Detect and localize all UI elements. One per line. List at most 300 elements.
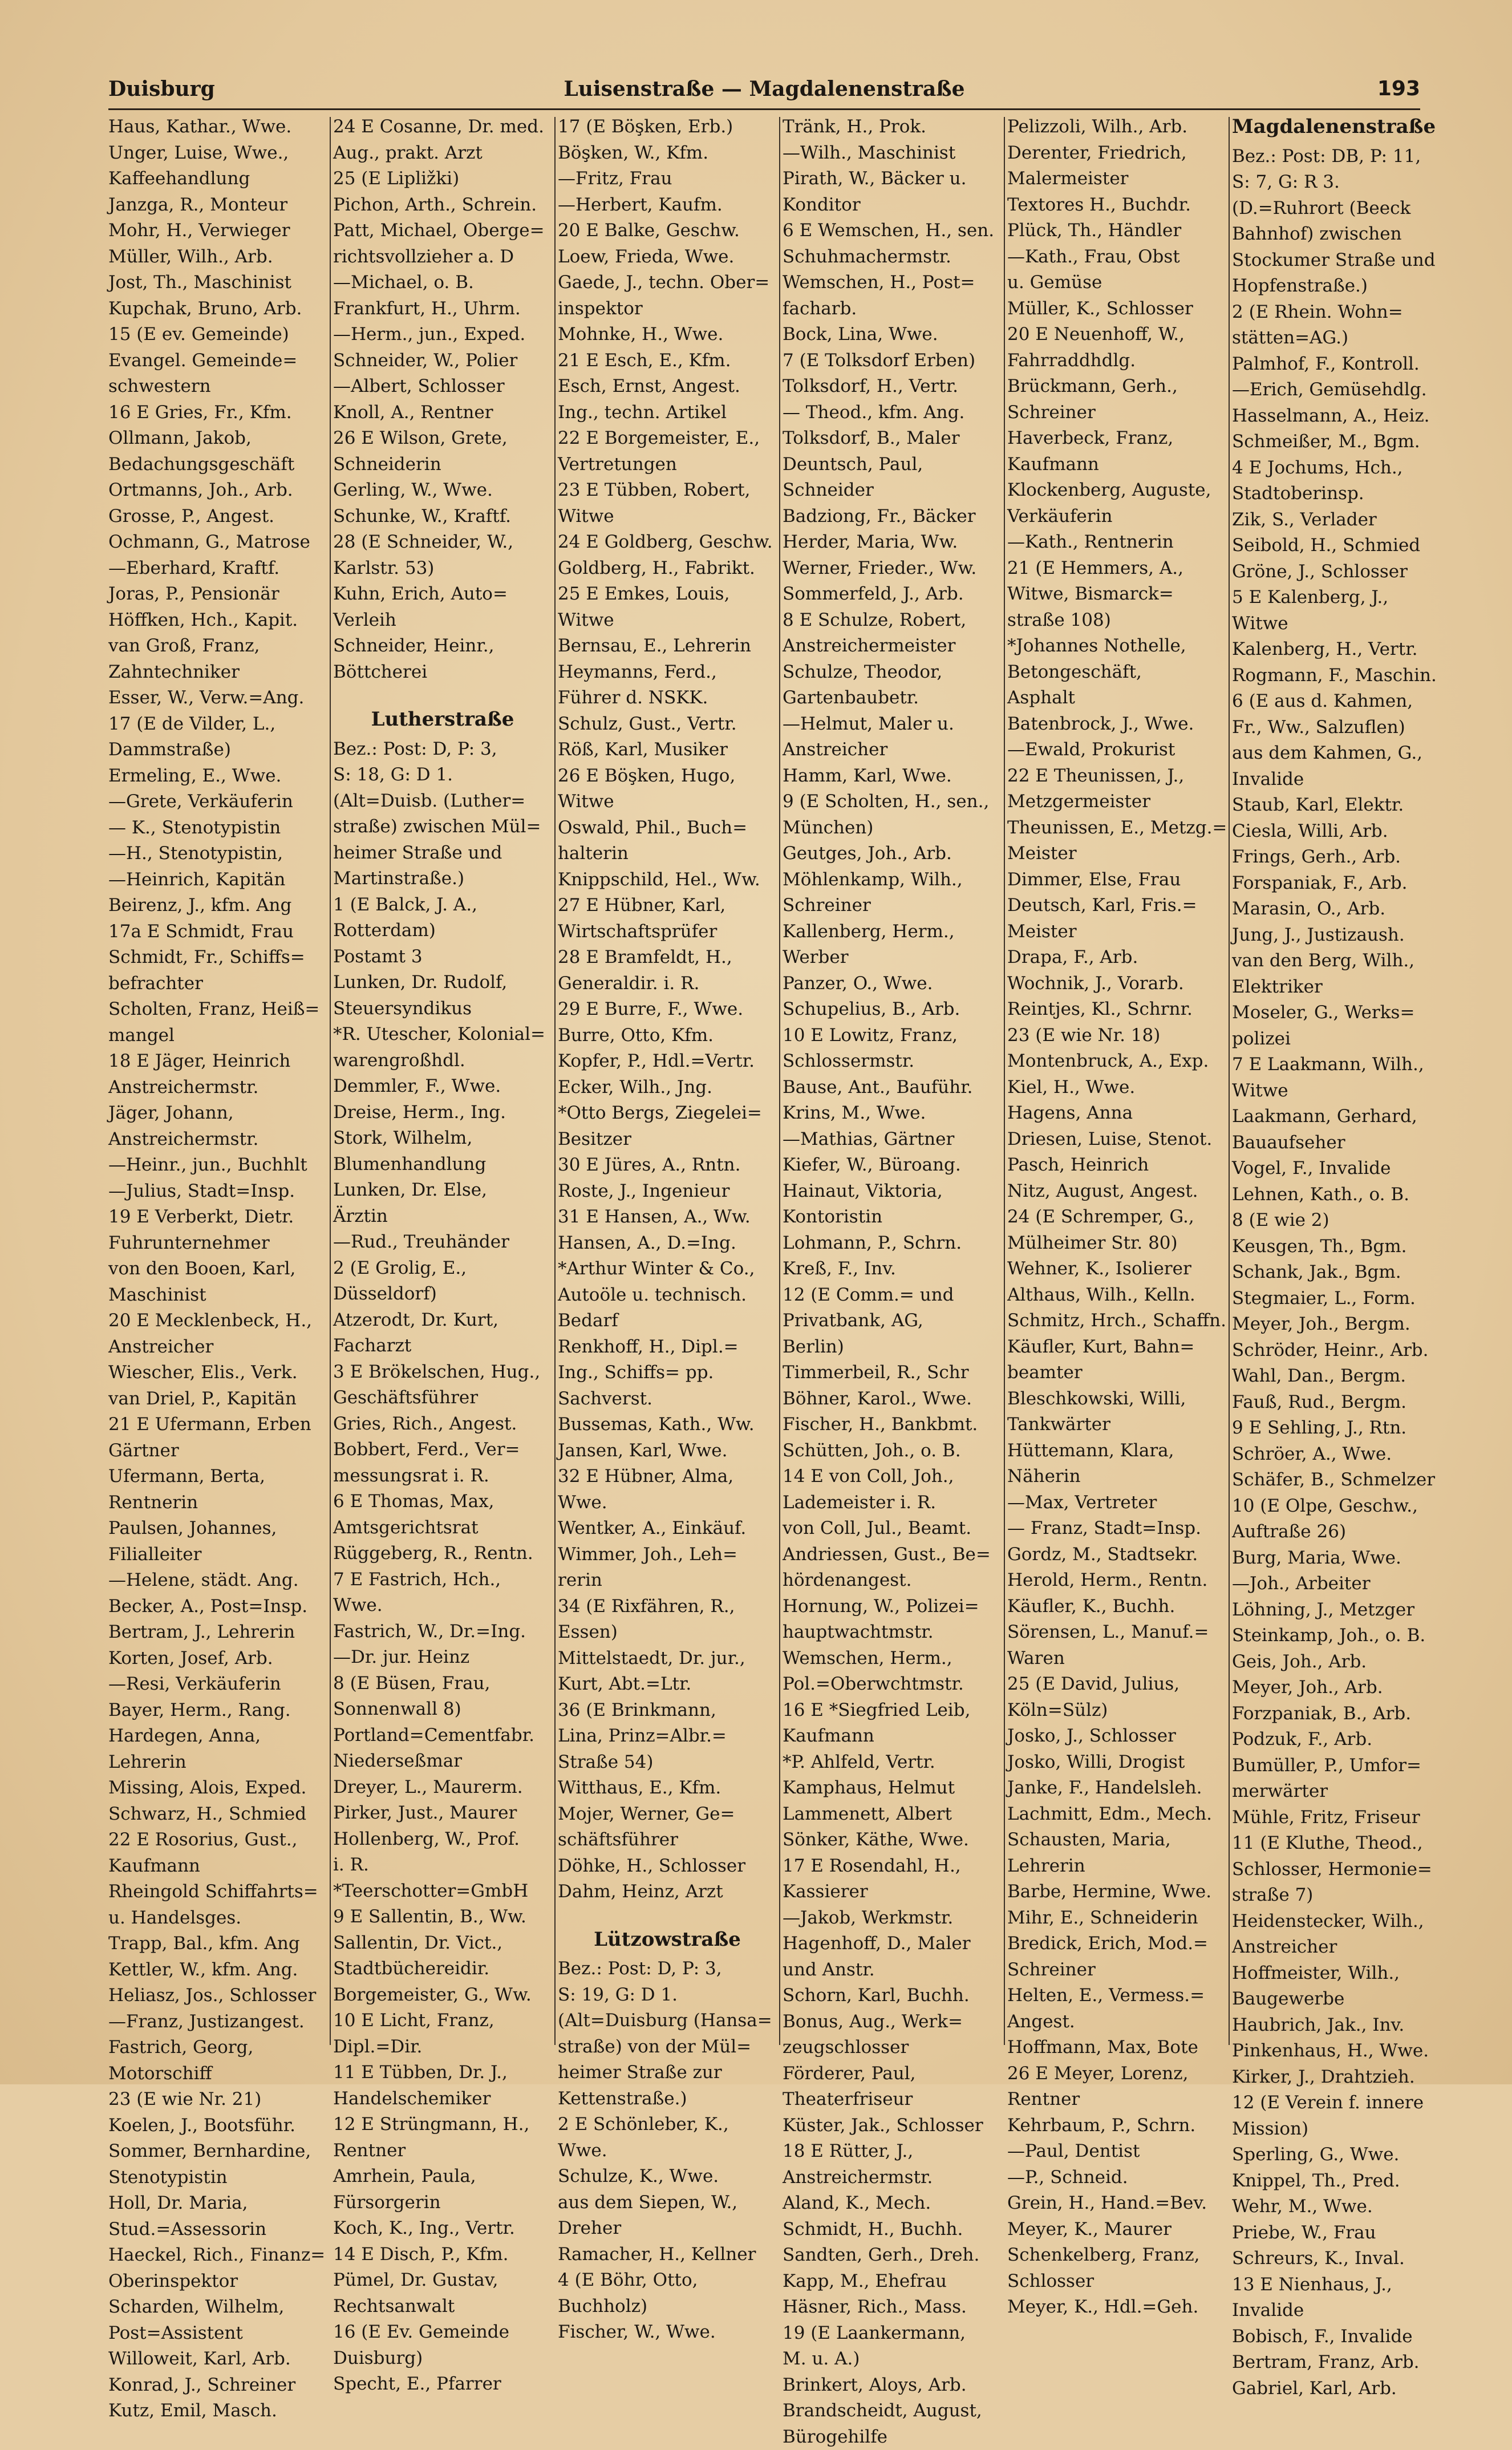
directory-entry-line: 4 (E Böhr, Otto, [558, 2267, 777, 2294]
directory-entry-line: Nitz, August, Angest. [1007, 1179, 1226, 1205]
directory-entry-line: S: 18, G: D 1. [333, 762, 552, 788]
directory-entry-line: Koch, K., Ing., Vertr. [333, 2216, 552, 2242]
directory-entry-line: 24 E Cosanne, Dr. med. [333, 114, 552, 140]
directory-entry-line: Heidenstecker, Wilh., [1232, 1909, 1423, 1935]
directory-entry-line: Schwarz, H., Schmied [108, 1801, 327, 1828]
directory-entry-line: Kalenberg, H., Vertr. [1232, 637, 1423, 663]
directory-entry-line: Meister [1007, 919, 1226, 945]
directory-entry-line: Kupchak, Bruno, Arb. [108, 296, 327, 322]
directory-entry-line: Meyer, Joh., Arb. [1232, 1675, 1423, 1701]
directory-entry-line: Sörensen, L., Manuf.= [1007, 1619, 1226, 1646]
directory-entry-line: 22 E Borgemeister, E., [558, 426, 777, 452]
directory-entry-line: Maschinist [108, 1282, 327, 1309]
directory-entry-line: Schäfer, B., Schmelzer [1232, 1467, 1423, 1493]
directory-entry-line: merwärter [1232, 1779, 1423, 1805]
directory-entry-line: Anstreichermstr. [783, 2165, 1002, 2191]
directory-entry-line: *P. Ahlfeld, Vertr. [783, 1750, 1002, 1776]
directory-entry-line: Schunke, W., Kraftf. [333, 504, 552, 530]
directory-entry-line: Missing, Alois, Exped. [108, 1775, 327, 1801]
directory-entry-line: Zahntechniker [108, 659, 327, 686]
directory-entry-line: Bez.: Post: DB, P: 11, [1232, 144, 1423, 170]
directory-entry-line: Niederseßmar [333, 1748, 552, 1775]
column-3 [558, 114, 777, 2054]
directory-entry-line: —Fritz, Frau [558, 166, 777, 192]
directory-entry-line: Geutges, Joh., Arb. [783, 841, 1002, 867]
directory-entry-line: Mohr, H., Verwieger [108, 218, 327, 244]
directory-entry-line: Stockumer Straße und [1232, 248, 1423, 274]
directory-entry-line: Amrhein, Paula, [333, 2164, 552, 2190]
directory-entry-line: richtsvollzieher a. D [333, 244, 552, 270]
directory-entry-line: Schlossermstr. [783, 1048, 1002, 1075]
directory-entry-line: Dreyer, L., Maurerm. [333, 1775, 552, 1801]
directory-entry-line: Schulze, K., Wwe. [558, 2164, 777, 2190]
directory-entry-line: Motorschiff [108, 2061, 327, 2087]
directory-entry-line: Kettenstraße.) [558, 2086, 777, 2112]
directory-entry-line: Bock, Lina, Wwe. [783, 322, 1002, 348]
directory-entry-line: Kurt, Abt.=Ltr. [558, 1671, 777, 1698]
directory-entry-line: Bez.: Post: D, P: 3, [558, 1956, 777, 1982]
directory-entry-line: Jansen, Karl, Wwe. [558, 1438, 777, 1464]
directory-entry-line: —Joh., Arbeiter [1232, 1571, 1423, 1597]
directory-entry-line: Rentner [333, 2138, 552, 2164]
directory-entry-line: van Driel, P., Kapitän [108, 1386, 327, 1412]
directory-entry-line: Filialleiter [108, 1542, 327, 1568]
directory-entry-line: Bedachungsgeschäft [108, 452, 327, 478]
street-range-title: Luisenstraße — Magdalenenstraße [108, 73, 1420, 105]
directory-entry-line: 22 E Theunissen, J., [1007, 763, 1226, 789]
directory-entry-line: 12 (E Verein f. innere [1232, 2090, 1423, 2116]
directory-entry-line: Ufermann, Berta, [108, 1464, 327, 1490]
directory-entry-line: Schröder, Heinr., Arb. [1232, 1338, 1423, 1364]
directory-entry-line: Stud.=Assessorin [108, 2217, 327, 2243]
directory-entry-line: Jung, J., Justizaush. [1232, 922, 1423, 949]
directory-entry-line: Fischer, W., Wwe. [558, 2319, 777, 2346]
directory-entry-line: Witwe [1232, 611, 1423, 637]
directory-entry-line: Schmeißer, M., Bgm. [1232, 429, 1423, 455]
directory-entry-line: Fürsorgerin [333, 2190, 552, 2216]
directory-entry-line: —Heinrich, Kapitän [108, 867, 327, 893]
directory-entry-line: Hopfenstraße.) [1232, 273, 1423, 299]
directory-entry-line: Privatbank, AG, [783, 1308, 1002, 1334]
directory-entry-line: Kettler, W., kfm. Ang. [108, 1957, 327, 1983]
directory-entry-line: *R. Utescher, Kolonial= [333, 1022, 552, 1048]
directory-entry-line: Kiefer, W., Büroang. [783, 1152, 1002, 1179]
directory-entry-line: Kontoristin [783, 1204, 1002, 1230]
directory-entry-line: Düsseldorf) [333, 1281, 552, 1307]
directory-entry-line: —Mathias, Gärtner [783, 1127, 1002, 1153]
directory-entry-line: Timmerbeil, R., Schr [783, 1360, 1002, 1386]
directory-entry-line: 10 (E Olpe, Geschw., [1232, 1493, 1423, 1520]
directory-entry-line: Sandten, Gerh., Dreh. [783, 2242, 1002, 2269]
column-divider [330, 117, 331, 2045]
directory-entry-line: Rogmann, F., Maschin. [1232, 663, 1423, 689]
directory-entry-line: Hansen, A., D.=Ing. [558, 1230, 777, 1257]
directory-entry-line: Sachverst. [558, 1386, 777, 1412]
directory-entry-line: Baugewerbe [1232, 1986, 1423, 2012]
directory-entry-line: halterin [558, 841, 777, 867]
directory-entry-line: Burg, Maria, Wwe. [1232, 1545, 1423, 1572]
directory-entry-line: Herold, Herm., Rentn. [1007, 1568, 1226, 1594]
directory-entry-line: Gordz, M., Stadtsekr. [1007, 1542, 1226, 1568]
directory-entry-line: —Rud., Treuhänder [333, 1229, 552, 1256]
directory-entry-line: Jäger, Johann, [108, 1100, 327, 1127]
directory-entry-line: Kiel, H., Wwe. [1007, 1075, 1226, 1101]
directory-entry-line: Borgemeister, G., Ww. [333, 1982, 552, 2008]
directory-entry-line: Müller, Wilh., Arb. [108, 244, 327, 270]
directory-entry-line: Schreurs, K., Inval. [1232, 2246, 1423, 2272]
directory-entry-line: Lademeister i. R. [783, 1490, 1002, 1516]
directory-entry-line: 22 E Rosorius, Gust., [108, 1827, 327, 1853]
directory-entry-line: von den Booen, Karl, [108, 1256, 327, 1282]
directory-entry-line: 2 E Schönleber, K., [558, 2112, 777, 2138]
directory-entry-line: Frings, Gerh., Arb. [1232, 844, 1423, 870]
directory-entry-line: Schneider, Heinr., [333, 633, 552, 659]
directory-entry-line: Andriessen, Gust., Be= [783, 1542, 1002, 1568]
directory-entry-line: Bumüller, P., Umfor= [1232, 1753, 1423, 1779]
directory-entry-line: Renkhoff, H., Dipl.= [558, 1334, 777, 1360]
directory-entry-line: Küster, Jak., Schlosser [783, 2113, 1002, 2139]
directory-entry-line: Anstreicher [108, 1334, 327, 1360]
directory-entry-line: 30 E Jüres, A., Rntn. [558, 1152, 777, 1179]
directory-entry-line: Haeckel, Rich., Finanz= [108, 2242, 327, 2269]
directory-entry-line: — Franz, Stadt=Insp. [1007, 1516, 1226, 1542]
directory-entry-line: schäftsführer [558, 1827, 777, 1853]
directory-entry-line: *Arthur Winter & Co., [558, 1256, 777, 1282]
directory-entry-line: Forzpaniak, B., Arb. [1232, 1701, 1423, 1727]
directory-entry-line: Schulze, Theodor, [783, 659, 1002, 686]
directory-entry-line: 2 (E Grolig, E., [333, 1256, 552, 1282]
directory-entry-line: 26 E Wilson, Grete, [333, 426, 552, 452]
directory-entry-line: Anstreicher [783, 737, 1002, 763]
directory-entry-line: Hagenhoff, D., Maler [783, 1931, 1002, 1957]
directory-entry-line: Fr., Ww., Salzuflen) [1232, 715, 1423, 741]
directory-entry-line: Mohnke, H., Wwe. [558, 322, 777, 348]
directory-entry-line: Hollenberg, W., Prof. [333, 1827, 552, 1853]
directory-entry-line: Panzer, O., Wwe. [783, 971, 1002, 997]
directory-entry-line: facharb. [783, 296, 1002, 322]
directory-entry-line: Pol.=Oberwchtmstr. [783, 1671, 1002, 1698]
directory-entry-line: Wwe. [333, 1593, 552, 1619]
page-header [108, 73, 1420, 110]
column-2 [333, 114, 552, 2054]
directory-entry-line: Döhke, H., Schlosser [558, 1853, 777, 1880]
directory-entry-line: Scharden, Wilhelm, [108, 2294, 327, 2321]
directory-entry-line: Elektriker [1232, 974, 1423, 1001]
directory-entry-line: Bez.: Post: D, P: 3, [333, 736, 552, 763]
directory-entry-line: Konditor [783, 192, 1002, 218]
directory-entry-line: 9 (E Scholten, H., sen., [783, 789, 1002, 815]
directory-entry-line: heimer Straße und [333, 840, 552, 866]
directory-entry-line: — Theod., kfm. Ang. [783, 400, 1002, 426]
directory-entry-line: Förderer, Paul, [783, 2061, 1002, 2087]
directory-entry-line: 15 (E ev. Gemeinde) [108, 322, 327, 348]
column-5 [1007, 114, 1226, 2054]
directory-entry-line: 9 E Sehling, J., Rtn. [1232, 1415, 1423, 1441]
directory-entry-line: Witwe [1232, 1078, 1423, 1104]
directory-entry-line: 20 E Balke, Geschw. [558, 218, 777, 244]
page-number: 193 [1377, 73, 1420, 105]
directory-entry-line: M. u. A.) [783, 2346, 1002, 2372]
directory-entry-line: Röß, Karl, Musiker [558, 737, 777, 763]
directory-entry-line: 2 (E Rhein. Wohn= [1232, 299, 1423, 326]
directory-entry-line: Ramacher, H., Kellner [558, 2242, 777, 2268]
directory-entry-line: Plück, Th., Händler [1007, 218, 1226, 244]
directory-entry-line: straße 108) [1007, 608, 1226, 634]
directory-entry-line: 24 E Goldberg, Geschw. [558, 529, 777, 556]
directory-entry-line: zeugschlosser [783, 2035, 1002, 2061]
directory-entry-line: Kaufmann [783, 1723, 1002, 1750]
directory-entry-line: —Paul, Dentist [1007, 2139, 1226, 2165]
directory-entry-line: 10 E Lowitz, Franz, [783, 1023, 1002, 1049]
directory-entry-line: Fastrich, Georg, [108, 2035, 327, 2061]
directory-entry-line: Metzgermeister [1007, 789, 1226, 815]
directory-entry-line: 21 E Ufermann, Erben [108, 1412, 327, 1438]
directory-entry-line: —Kath., Rentnerin [1007, 529, 1226, 556]
directory-entry-line: Duisburg) [333, 2346, 552, 2372]
directory-entry-line: Kreß, F., Inv. [783, 1256, 1002, 1282]
directory-entry-line: Hamm, Karl, Wwe. [783, 763, 1002, 789]
directory-entry-line: 6 E Thomas, Max, [333, 1489, 552, 1515]
directory-entry-line: 7 E Laakmann, Wilh., [1232, 1052, 1423, 1078]
directory-entry-line: 7 (E Tolksdorf Erben) [783, 348, 1002, 374]
directory-entry-line: 17a E Schmidt, Frau [108, 919, 327, 945]
directory-entry-line: Wentker, A., Einkäuf. [558, 1516, 777, 1542]
directory-entry-line: Josko, J., Schlosser [1007, 1723, 1226, 1750]
directory-entry-line: Haverbeck, Franz, [1007, 426, 1226, 452]
directory-entry-line: Vogel, F., Invalide [1232, 1156, 1423, 1182]
directory-entry-line: —Ewald, Prokurist [1007, 737, 1226, 763]
directory-entry-line: Hasselmann, A., Heiz. [1232, 403, 1423, 430]
directory-entry-line: Kuhn, Erich, Auto= [333, 581, 552, 608]
directory-entry-line: Aug., prakt. Arzt [333, 140, 552, 167]
directory-entry-line: Fastrich, W., Dr.=Ing. [333, 1619, 552, 1645]
directory-entry-line: Stadtbüchereidir. [333, 1956, 552, 1982]
directory-entry-line: Marasin, O., Arb. [1232, 896, 1423, 922]
directory-entry-line: Korten, Josef, Arb. [108, 1646, 327, 1672]
directory-entry-line: —Max, Vertreter [1007, 1490, 1226, 1516]
directory-entry-line: Lehrerin [1007, 1853, 1226, 1880]
directory-entry-line: Mülheimer Str. 80) [1007, 1230, 1226, 1257]
directory-entry-line: Pasch, Heinrich [1007, 1152, 1226, 1179]
directory-entry-line: 6 E Wemschen, H., sen. [783, 218, 1002, 244]
directory-entry-line: 27 E Hübner, Karl, [558, 893, 777, 919]
directory-entry-line: straße) von der Mül= [558, 2034, 777, 2060]
directory-entry-line: —Resi, Verkäuferin [108, 1671, 327, 1698]
directory-entry-line: Postamt 3 [333, 944, 552, 970]
directory-entry-line: Wochnik, J., Vorarb. [1007, 971, 1226, 997]
column-divider [1229, 117, 1230, 2045]
directory-entry-line: Koelen, J., Bootsführ. [108, 2113, 327, 2139]
directory-entry-line: Steinkamp, Joh., o. B. [1232, 1623, 1423, 1649]
directory-entry-line: 14 E Disch, P., Kfm. [333, 2242, 552, 2268]
directory-entry-line: (Alt=Duisburg (Hansa= [558, 2008, 777, 2034]
directory-entry-line: Kirker, J., Drahtzieh. [1232, 2064, 1423, 2091]
directory-entry-line: 17 (E Böşken, Erb.) [558, 114, 777, 140]
directory-entry-line: Facharzt [333, 1333, 552, 1359]
directory-entry-line: Burre, Otto, Kfm. [558, 1023, 777, 1049]
directory-entry-line: Betongeschäft, [1007, 659, 1226, 686]
directory-entry-line: —Dr. jur. Heinz [333, 1645, 552, 1671]
directory-entry-line: Schuhmachermstr. [783, 244, 1002, 270]
directory-entry-line: Meyer, Joh., Bergm. [1232, 1311, 1423, 1338]
directory-entry-line: Wemschen, H., Post= [783, 270, 1002, 296]
directory-entry-line: 21 (E Hemmers, A., [1007, 556, 1226, 582]
directory-entry-line: Kaufmann [108, 1853, 327, 1880]
directory-entry-line: Meister [1007, 841, 1226, 867]
directory-entry-line: —Julius, Stadt=Insp. [108, 1179, 327, 1205]
directory-entry-line: Schupelius, B., Arb. [783, 997, 1002, 1023]
directory-entry-line: Fauß, Rud., Bergm. [1232, 1390, 1423, 1416]
directory-entry-line: Haubrich, Jak., Inv. [1232, 2012, 1423, 2039]
directory-entry-line: Helten, E., Vermess.= [1007, 1983, 1226, 2009]
directory-entry-line: Bahnhof) zwischen [1232, 221, 1423, 248]
directory-entry-line: Deuntsch, Paul, [783, 452, 1002, 478]
directory-entry-line: Bayer, Herm., Rang. [108, 1698, 327, 1724]
directory-entry-line: Führer d. NSKK. [558, 685, 777, 711]
directory-entry-line: Kaffeehandlung [108, 166, 327, 192]
directory-entry-line: Asphalt [1007, 685, 1226, 711]
directory-entry-line: Goldberg, H., Fabrikt. [558, 556, 777, 582]
directory-entry-line: Hainaut, Viktoria, [783, 1179, 1002, 1205]
directory-entry-line: Schmidt, Fr., Schiffs= [108, 945, 327, 971]
directory-entry-line: Forspaniak, F., Arb. [1232, 870, 1423, 897]
directory-entry-line: Pümel, Dr. Gustav, [333, 2267, 552, 2294]
directory-entry-line: 23 (E wie Nr. 18) [1007, 1023, 1226, 1049]
directory-entry-line: Theunissen, E., Metzg.= [1007, 815, 1226, 841]
directory-entry-line: 34 (E Rixfähren, R., [558, 1594, 777, 1620]
directory-entry-line: 1 (E Balck, J. A., [333, 892, 552, 918]
directory-entry-line: 21 E Esch, E., Kfm. [558, 348, 777, 374]
directory-entry-line: Malermeister [1007, 166, 1226, 192]
directory-entry-line: Ochmann, G., Matrose [108, 529, 327, 556]
directory-entry-line: Ing., techn. Artikel [558, 400, 777, 426]
directory-entry-line: 8 (E wie 2) [1232, 1208, 1423, 1234]
directory-entry-line: 29 E Burre, F., Wwe. [558, 997, 777, 1023]
directory-entry-line: Knippschild, Hel., Ww. [558, 867, 777, 893]
directory-entry-line: Gaede, J., techn. Ober= [558, 270, 777, 296]
directory-entry-line: rerin [558, 1568, 777, 1594]
directory-entry-line: Witwe [558, 608, 777, 634]
directory-entry-line: Kamphaus, Helmut [783, 1775, 1002, 1801]
directory-entry-line: Portland=Cementfabr. [333, 1723, 552, 1749]
directory-entry-line: Evangel. Gemeinde= [108, 348, 327, 374]
directory-entry-line: 19 (E Laankermann, [783, 2321, 1002, 2347]
directory-entry-line: mangel [108, 1023, 327, 1049]
directory-entry-line: Knoll, A., Rentner [333, 400, 552, 426]
directory-entry-line: Kallenberg, Herm., [783, 919, 1002, 945]
directory-entry-line: (D.=Ruhrort (Beeck [1232, 196, 1423, 222]
directory-entry-line: Ermeling, E., Wwe. [108, 763, 327, 789]
directory-entry-line: Bobbert, Ferd., Ver= [333, 1437, 552, 1463]
directory-entry-line: Haus, Kathar., Wwe. [108, 114, 327, 140]
directory-entry-line: Krins, M., Wwe. [783, 1100, 1002, 1127]
directory-entry-line: Ortmanns, Joh., Arb. [108, 477, 327, 504]
directory-entry-line: —Helmut, Maler u. [783, 711, 1002, 738]
directory-entry-line: Trapp, Bal., kfm. Ang [108, 1931, 327, 1957]
directory-entry-line: Sönker, Käthe, Wwe. [783, 1827, 1002, 1853]
directory-entry-line: Gärtner [108, 1438, 327, 1464]
directory-entry-line: Bonus, Aug., Werk= [783, 2009, 1002, 2035]
directory-entry-line: Becker, A., Post=Insp. [108, 1594, 327, 1620]
directory-entry-line: Badziong, Fr., Bäcker [783, 504, 1002, 530]
directory-entry-line: Näherin [1007, 1464, 1226, 1490]
directory-entry-line: S: 7, G: R 3. [1232, 169, 1423, 196]
directory-entry-line: Lehrerin [108, 1750, 327, 1776]
directory-entry-line: 20 E Neuenhoff, W., [1007, 322, 1226, 348]
directory-entry-line: 8 (E Büsen, Frau, [333, 1671, 552, 1697]
directory-entry-line: Konrad, J., Schreiner [108, 2372, 327, 2399]
directory-entry-line: von Coll, Jul., Beamt. [783, 1516, 1002, 1542]
directory-entry-line: Loew, Frieda, Wwe. [558, 244, 777, 270]
directory-entry-line: Schröer, A., Wwe. [1232, 1441, 1423, 1468]
directory-entry-line: Sommer, Bernhardine, [108, 2139, 327, 2165]
directory-entry-line: Waren [1007, 1646, 1226, 1672]
directory-entry-line: Gartenbaubetr. [783, 685, 1002, 711]
directory-entry-line: Beirenz, J., kfm. Ang [108, 893, 327, 919]
column-divider [1004, 117, 1005, 2045]
directory-entry-line: *Johannes Nothelle, [1007, 633, 1226, 659]
directory-entry-line: Möhlenkamp, Wilh., [783, 867, 1002, 893]
directory-entry-line: 6 (E aus d. Kahmen, [1232, 689, 1423, 715]
directory-entry-line: Amtsgerichtsrat [333, 1515, 552, 1541]
directory-entry-line: Essen) [558, 1619, 777, 1646]
directory-entry-line: —Eberhard, Kraftf. [108, 556, 327, 582]
directory-entry-line: Sommerfeld, J., Arb. [783, 581, 1002, 608]
directory-entry-line: (Alt=Duisb. (Luther= [333, 788, 552, 815]
directory-entry-line: Sonnenwall 8) [333, 1696, 552, 1723]
directory-entry-line: Heymanns, Ferd., [558, 659, 777, 686]
directory-entry-line: Josko, Willi, Drogist [1007, 1750, 1226, 1776]
directory-entry-line: 26 E Böşken, Hugo, [558, 763, 777, 789]
directory-entry-line: Anstreichermstr. [108, 1127, 327, 1153]
directory-entry-line: Post=Assistent [108, 2321, 327, 2347]
directory-entry-line: Hagens, Anna [1007, 1100, 1226, 1127]
directory-entry-line: Schmitz, Hrch., Schaffn. [1007, 1308, 1226, 1334]
directory-entry-line: 24 (E Schremper, G., [1007, 1204, 1226, 1230]
directory-entry-line: Pichon, Arth., Schrein. [333, 192, 552, 218]
column-4 [783, 114, 1002, 2054]
directory-entry-line: stätten=AG.) [1232, 325, 1423, 351]
directory-entry-line: Löhning, J., Metzger [1232, 1597, 1423, 1623]
directory-entry-line: Rotterdam) [333, 918, 552, 944]
directory-entry-line: Schneider, W., Polier [333, 348, 552, 374]
directory-entry-line: Dreher [558, 2216, 777, 2242]
directory-entry-line: Auftraße 26) [1232, 1519, 1423, 1545]
directory-entry-line: inspektor [558, 296, 777, 322]
directory-entry-line: Rheingold Schiffahrts= [108, 1879, 327, 1905]
directory-entry-line: Esch, Ernst, Angest. [558, 374, 777, 400]
directory-entry-line: Brandscheidt, August, [783, 2398, 1002, 2424]
directory-entry-line: Paulsen, Johannes, [108, 1516, 327, 1542]
directory-entry-line: 31 E Hansen, A., Ww. [558, 1204, 777, 1230]
directory-entry-line: Bleschkowski, Willi, [1007, 1386, 1226, 1412]
directory-entry-line: Moseler, G., Werks= [1232, 1000, 1423, 1026]
directory-entry-line: —Helene, städt. Ang. [108, 1568, 327, 1594]
directory-entry-line: u. Handelsges. [108, 1905, 327, 1931]
directory-entry-line: Häsner, Rich., Mass. [783, 2294, 1002, 2321]
directory-entry-line: Mittelstaedt, Dr. jur., [558, 1646, 777, 1672]
directory-entry-line: 36 (E Brinkmann, [558, 1698, 777, 1724]
directory-entry-line: Lachmitt, Edm., Mech. [1007, 1801, 1226, 1828]
directory-entry-line: 18 E Rütter, J., [783, 2139, 1002, 2165]
directory-entry-line: —Heinr., jun., Buchhlt [108, 1152, 327, 1179]
directory-entry-line: —Franz, Justizangest. [108, 2009, 327, 2035]
directory-entry-line: hördenangest. [783, 1568, 1002, 1594]
directory-entry-line: Deutsch, Karl, Fris.= [1007, 893, 1226, 919]
directory-entry-line: Schank, Jak., Bgm. [1232, 1260, 1423, 1286]
directory-entry-line: Mühle, Fritz, Friseur [1232, 1805, 1423, 1831]
directory-entry-line: Witwe, Bismarck= [1007, 581, 1226, 608]
